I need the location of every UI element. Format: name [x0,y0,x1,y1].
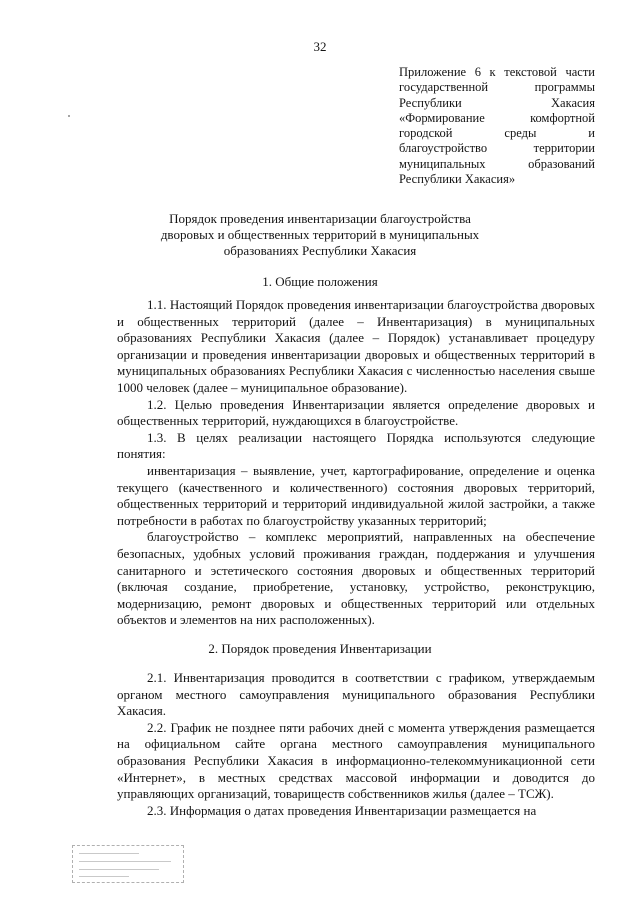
faded-stamp [72,845,184,883]
page-number: 32 [313,39,327,54]
paragraph: 2.1. Инвентаризация проводится в соответствии с графиком, утверждаемым органом местного самоуправления муниципального образования Республики Хакасия. [117,670,595,719]
paragraph: 2.2. График не позднее пяти рабочих дней с момента утверждения размещается на официальном сайте органа местного самоуправления муниципального образования Республики Хакасия в информационно-телекоммуникационной сети «Интернет», в местных средствах массовой информации и доводится до управляющих организаций, товариществ собственников жилья (далее – ТСЖ). [117,719,595,802]
paragraph: 1.3. В целях реализации настоящего Порядка используются следующие понятия: [117,429,595,462]
appendix-line: Республики Хакасия [399,95,595,110]
section-heading-general: 1. Общие положения [262,274,378,289]
title-line: Порядок проведения инвентаризации благоустройства [169,211,471,226]
appendix-line: Республики Хакасия» [399,172,516,187]
section-heading-procedure: 2. Порядок проведения Инвентаризации [208,641,432,656]
title-line: дворовых и общественных территорий в муниципальных [160,227,480,242]
appendix-line: «Формирование комфортной [399,110,595,125]
appendix-line: городской среды и [399,126,595,141]
section-procedure-body [117,670,595,819]
scan-speck [68,115,70,117]
paragraph: инвентаризация – выявление, учет, картографирование, определение и оценка текущего (качественного и количественного) состояния дворовых территорий, общественных территорий и территорий индивидуальной жилой застройки, а также потребности в работах по благоустройству указанных территорий; [117,462,595,528]
appendix-line: благоустройство территории [399,141,595,156]
paragraph: 2.3. Информация о датах проведения Инвентаризации размещается на [147,802,537,818]
section-general-body [117,297,595,629]
appendix-line: государственной программы [399,80,595,95]
paragraph: 1.1. Настоящий Порядок проведения инвентаризации благоустройства дворовых и общественных территорий (далее – Инвентаризация) в муниципальных образованиях Республики Хакасия (далее – Порядок) устанавливает процедуру организации и проведения инвентаризации дворовых и общественных территорий в муниципальных образованиях Республики Хакасия с численностью населения свыше 1000 человек (далее – муниципальное образование). [117,297,595,395]
paragraph: благоустройство – комплекс мероприятий, направленных на обеспечение безопасных, удобных условий проживания граждан, поддержания и улучшения санитарного и эстетического состояния дворовых и общественных территорий (включая создание, приобретение, установку, устройство, реконструкцию, модернизацию, ремонт дворовых и общественных территорий или отдельных объектов и элементов на них расположенных). [117,529,595,628]
appendix-line: Приложение 6 к текстовой части [399,65,595,79]
appendix-note [399,65,595,187]
paragraph: 1.2. Целью проведения Инвентаризации является определение дворовых и общественных территорий, нуждающихся в благоустройстве. [117,396,595,429]
title-line: образованиях Республики Хакасия [223,243,417,258]
appendix-line: муниципальных образований [399,156,595,171]
document-title [100,211,540,259]
